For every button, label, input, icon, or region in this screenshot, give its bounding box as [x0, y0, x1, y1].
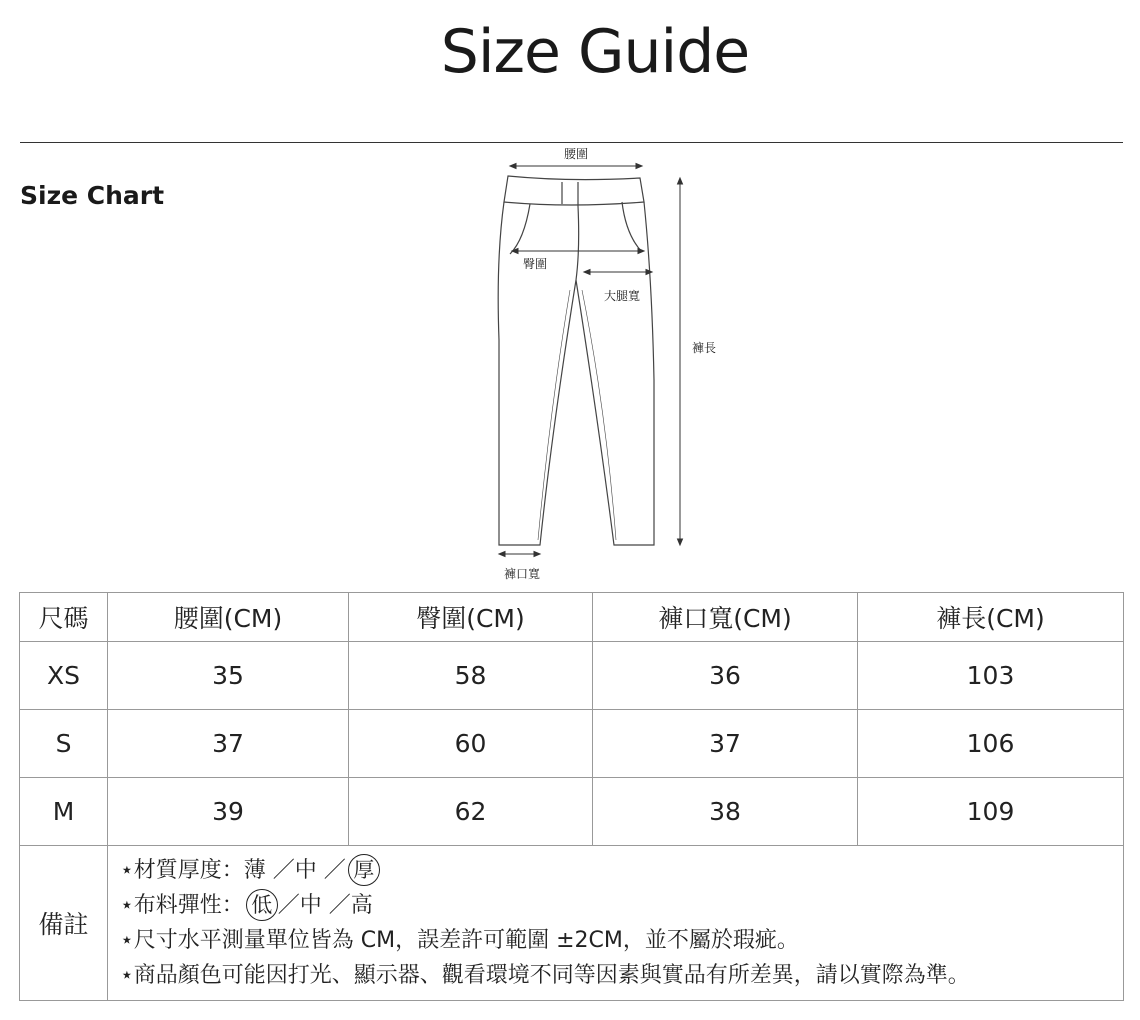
pants-diagram — [490, 140, 740, 590]
table-row — [20, 778, 1124, 846]
table-header-row — [20, 593, 1124, 642]
hem-label: 褲口寬 — [503, 567, 541, 581]
elasticity-options: ／中 ／高 — [277, 893, 373, 918]
elasticity-selected-badge: 低 — [246, 889, 278, 921]
left-pocket — [510, 204, 530, 254]
header-waist: 腰圍(CM) — [108, 593, 349, 642]
size-cell: XS — [20, 642, 108, 710]
header-hip: 臀圍(CM) — [349, 593, 593, 642]
hip-label: 臀圍 — [522, 257, 548, 271]
table-cell: 106 — [858, 710, 1124, 778]
right-leg-outline — [576, 202, 654, 545]
header-hem: 褲口寬(CM) — [593, 593, 858, 642]
notes-cell — [108, 846, 1124, 1001]
table-cell: 103 — [858, 642, 1124, 710]
notes-label: 備註 — [20, 846, 108, 1001]
size-cell: S — [20, 710, 108, 778]
table-cell: 36 — [593, 642, 858, 710]
table-cell: 58 — [349, 642, 593, 710]
table-cell: 39 — [108, 778, 349, 846]
table-cell: 35 — [108, 642, 349, 710]
size-cell: M — [20, 778, 108, 846]
table-row — [20, 710, 1124, 778]
thickness-note — [120, 853, 1123, 888]
length-label: 褲長 — [691, 341, 717, 355]
fly-outline — [562, 182, 579, 280]
page-title: Size Guide — [440, 17, 750, 87]
waist-label: 腰圍 — [563, 147, 589, 161]
thigh-label: 大腿寬 — [603, 289, 641, 303]
measurement-note: ⋆尺寸水平測量單位皆為 CM，誤差許可範圍 ±2CM，並不屬於瑕疵。 — [120, 928, 799, 953]
header-size: 尺碼 — [20, 593, 108, 642]
color-note: ⋆商品顏色可能因打光、顯示器、觀看環境不同等因素與實品有所差異，請以實際為準。 — [120, 963, 970, 988]
table-cell: 62 — [349, 778, 593, 846]
table-cell: 38 — [593, 778, 858, 846]
elasticity-note — [120, 888, 1123, 923]
table-cell: 109 — [858, 778, 1124, 846]
header-length: 褲長(CM) — [858, 593, 1124, 642]
table-cell: 37 — [593, 710, 858, 778]
table-cell: 60 — [349, 710, 593, 778]
waistband-outline — [504, 176, 644, 205]
right-pocket — [622, 202, 642, 252]
table-row — [20, 642, 1124, 710]
thickness-selected-badge: 厚 — [348, 854, 380, 886]
thickness-options: ⋆材質厚度：薄 ／中 ／ — [120, 858, 346, 883]
size-table — [19, 592, 1124, 1001]
table-cell: 37 — [108, 710, 349, 778]
section-title: Size Chart — [20, 181, 165, 210]
notes-row — [20, 846, 1124, 1001]
elasticity-prefix: ⋆布料彈性： — [120, 893, 244, 918]
